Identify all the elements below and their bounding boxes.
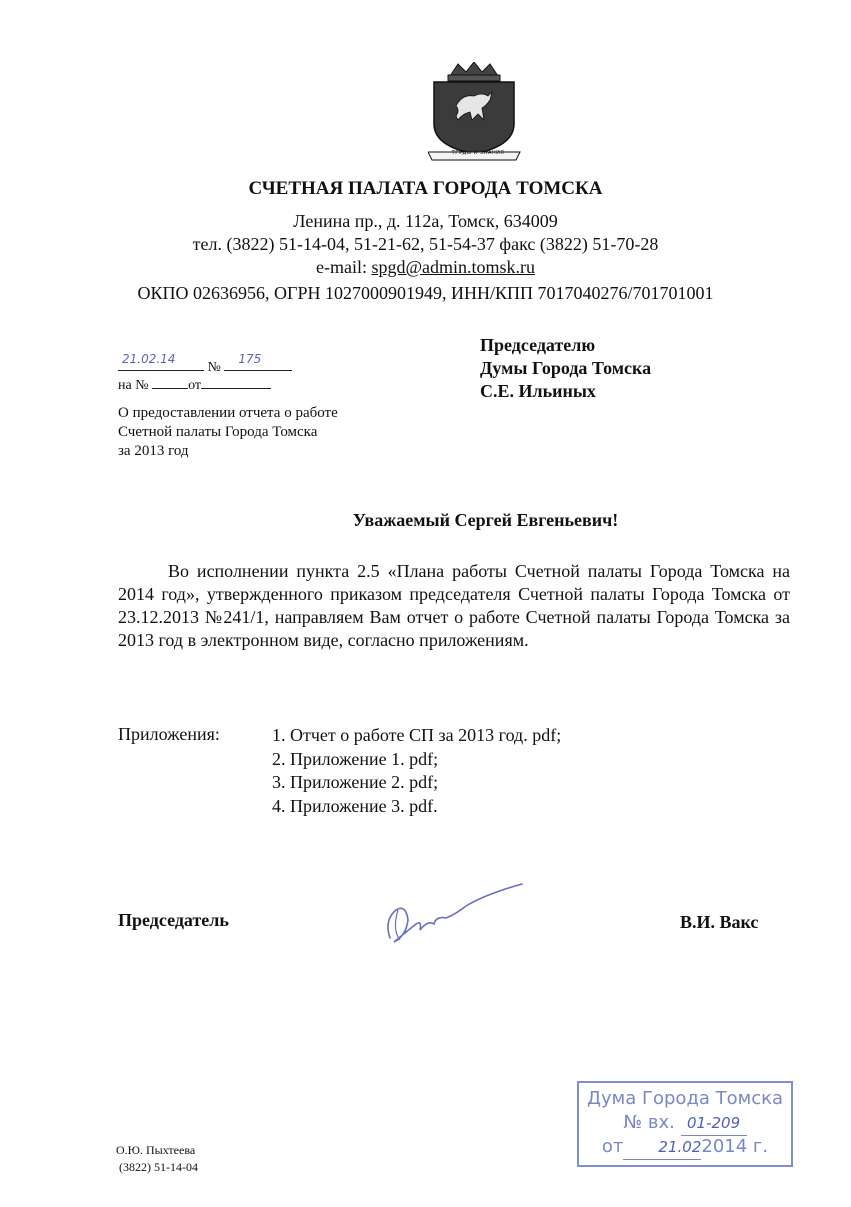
signatory-role: Председатель: [118, 910, 229, 930]
stamp-incoming-number: 01-209: [681, 1111, 747, 1136]
handwritten-signature: [376, 880, 526, 955]
address: Ленина пр., д. 112а, Томск, 634009: [293, 211, 558, 231]
subject-line-1: О предоставлении отчета о работе: [118, 405, 338, 421]
outgoing-number: 175: [238, 352, 262, 366]
recipient-block: [480, 334, 651, 403]
reference-row: [118, 376, 292, 394]
outgoing-reference: [118, 352, 292, 394]
stamp-date: 21.02: [623, 1135, 701, 1160]
greeting: Уважаемый Сергей Евгеньевич!: [352, 510, 619, 530]
letter-subject: [118, 404, 338, 461]
city-emblem: [428, 62, 528, 169]
phones: тел. (3822) 51-14-04, 51-21-62, 51-54-37 факс (3822) 51-70-28: [192, 234, 659, 254]
executor-phone: (3822) 51-14-04: [119, 1160, 198, 1174]
signatory-name: В.И. Вакс: [680, 912, 759, 932]
attachment-item: 3. Приложение 2. pdf;: [272, 772, 439, 792]
attachments-label: Приложения:: [118, 724, 220, 744]
outgoing-date-field: [118, 352, 204, 371]
email-link[interactable]: spgd@admin.tomsk.ru: [371, 257, 536, 277]
reference-prefix: на №: [118, 378, 149, 393]
recipient-line-1: Председателю: [480, 335, 596, 355]
attachment-item: 2. Приложение 1. pdf;: [272, 748, 439, 769]
letter-body: [118, 560, 790, 652]
stamp-date-label: от: [601, 1136, 624, 1157]
email-prefix: e-mail:: [315, 257, 372, 277]
subject-line-3: за 2013 год: [118, 443, 189, 459]
emblem-motto: ТРУДЫ И ЗНАНИЯ: [451, 150, 505, 156]
stamp-year-suffix: г.: [752, 1136, 769, 1157]
stamp-year: 2014: [701, 1136, 748, 1157]
outgoing-row: [118, 352, 292, 376]
executor-name: О.Ю. Пыхтеева: [116, 1143, 196, 1157]
organization-name: СЧЕТНАЯ ПАЛАТА ГОРОДА ТОМСКА: [248, 178, 603, 199]
outgoing-date: 21.02.14: [122, 352, 176, 366]
stamp-incoming-label: № вх.: [623, 1112, 675, 1133]
email-line: [0, 256, 851, 279]
attachment-item: 4. Приложение 3. pdf.: [272, 795, 438, 816]
number-label: №: [207, 360, 221, 375]
body-paragraph: Во исполнении пункта 2.5 «Плана работы Счетной палаты Города Томска на 2014 год», утвержденного приказом председателя Счетной палаты Города Томска от 23.12.2013 №241/1, направляем Вам отчет о работе Счетной палаты Города Томска за 2013 год в электронном виде, согласно приложениям.: [118, 561, 790, 650]
subject-line-2: Счетной палаты Города Томска: [118, 424, 318, 440]
attachments-list: [272, 724, 561, 818]
stamp-date-row: [579, 1135, 791, 1160]
registry-codes: ОКПО 02636956, ОГРН 1027000901949, ИНН/КПП 7017040276/701701001: [137, 283, 714, 303]
incoming-registration-stamp: [577, 1081, 793, 1167]
organization-details: [0, 210, 851, 310]
reference-number-field: [152, 376, 188, 389]
attachment-item: 1. Отчет о работе СП за 2013 год. pdf;: [272, 725, 562, 745]
reference-date-field: [201, 376, 271, 389]
stamp-title: Дума Города Томска: [586, 1088, 784, 1109]
outgoing-number-field: [224, 352, 292, 371]
reference-from-label: от: [188, 378, 202, 393]
recipient-line-2: Думы Города Томска: [480, 358, 652, 378]
executor-info: [116, 1142, 198, 1176]
stamp-incoming-row: [579, 1111, 791, 1136]
recipient-line-3: С.Е. Ильиных: [480, 381, 596, 401]
